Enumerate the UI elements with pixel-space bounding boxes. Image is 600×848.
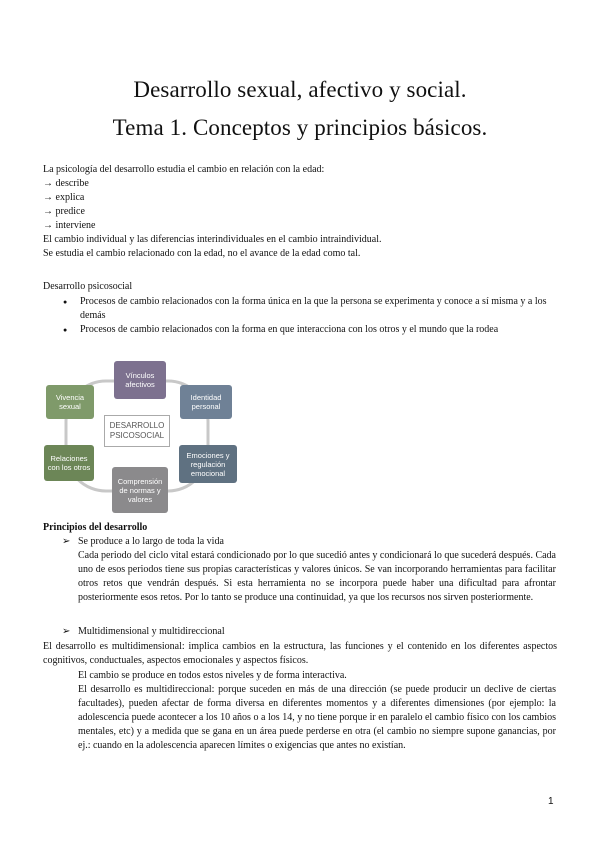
principio-2-multidireccional: El desarrollo es multidireccional: porque suceden en más de una dirección (se puede producir un declive de ciertas facultades), pueden afectar de forma diversa en diferentes momentos y a diferentes dimensiones (por ejemplo: la adolescencia puede acontecer a los 10 años o a los 14, y no tiene porque ir en paralelo el cambio físico con los cambios mentales, etc) y a medida que se gana en un área puede perderse en otra (el cambio no siempre supone ganancias, por ej.: cuando en la adolescencia aparecen límites o exigencias que antes no existían. <box>78 684 556 751</box>
diagram-center: DESARROLLO PSICOSOCIAL <box>104 415 170 447</box>
psicosocial-bullet: ● Procesos de cambio relacionados con la forma en que interacciona con los otros y el mundo que la rodea <box>63 323 563 337</box>
intro-cambio: El cambio individual y las diferencias interindividuales en el cambio intraindividual. <box>43 234 382 245</box>
diagram-box-vivencia: Vivencia sexual <box>46 385 94 419</box>
psicosocial-bullet: ● Procesos de cambio relacionados con la forma única en la que la persona se experimenta y conoce a sí misma y a los demás <box>63 295 563 323</box>
diagram-box-comprension: Comprensión de normas y valores <box>112 467 168 513</box>
principios-heading: Principios del desarrollo <box>43 522 148 533</box>
intro-line: La psicología del desarrollo estudia el cambio en relación con la edad: <box>43 164 325 175</box>
principio-1-title: Se produce a lo largo de toda la vida <box>78 536 224 547</box>
intro-item-explica: → explica <box>43 191 84 205</box>
psicosocial-heading: Desarrollo psicosocial <box>43 281 133 292</box>
principio-2-niveles: El cambio se produce en todos estos niveles y de forma interactiva. <box>78 670 347 681</box>
principio-2-title: Multidimensional y multidireccional <box>78 626 225 637</box>
diagram-box-relaciones: Relaciones con los otros <box>44 445 94 481</box>
intro-item-describe: → describe <box>43 177 89 191</box>
principio-1-text: Cada periodo del ciclo vital estará condicionado por lo que sucedió antes y condicionará lo que sucederá después. Cada uno de esos periodos tiene sus propias características y valores únicos. Se van incorporando herramientas para facilitar otros retos que vendrán después. Si esta herramienta no se incorpora puede haber una dificultad para afrontar posteriormente esos retos. Por lo tanto se produce una continuidad, ya que los recursos nos sirven posteriormente. <box>78 550 556 603</box>
page-title: Desarrollo sexual, afectivo y social. <box>133 77 467 102</box>
psicosocial-diagram <box>42 359 242 515</box>
page-subtitle: Tema 1. Conceptos y principios básicos. <box>112 115 488 140</box>
diagram-box-emociones: Emociones y regulación emocional <box>179 445 237 483</box>
diagram-box-vinculos: Vínculos afectivos <box>114 361 166 399</box>
page-number: 1 <box>548 796 554 807</box>
intro-estudia: Se estudia el cambio relacionado con la edad, no el avance de la edad como tal. <box>43 248 361 259</box>
intro-item-interviene: → interviene <box>43 219 95 233</box>
psicosocial-list <box>63 295 563 337</box>
diagram-box-identidad: Identidad personal <box>180 385 232 419</box>
intro-item-predice: → predice <box>43 205 85 219</box>
arrow-bullet-icon: ➢ <box>62 626 71 637</box>
principio-2-text: El desarrollo es multidimensional: implica cambios en la estructura, las funciones y el contenido en los diferentes aspectos cognitivos, conductuales, aspectos emocionales y aspectos físicos. <box>43 641 557 666</box>
arrow-bullet-icon: ➢ <box>62 536 71 547</box>
